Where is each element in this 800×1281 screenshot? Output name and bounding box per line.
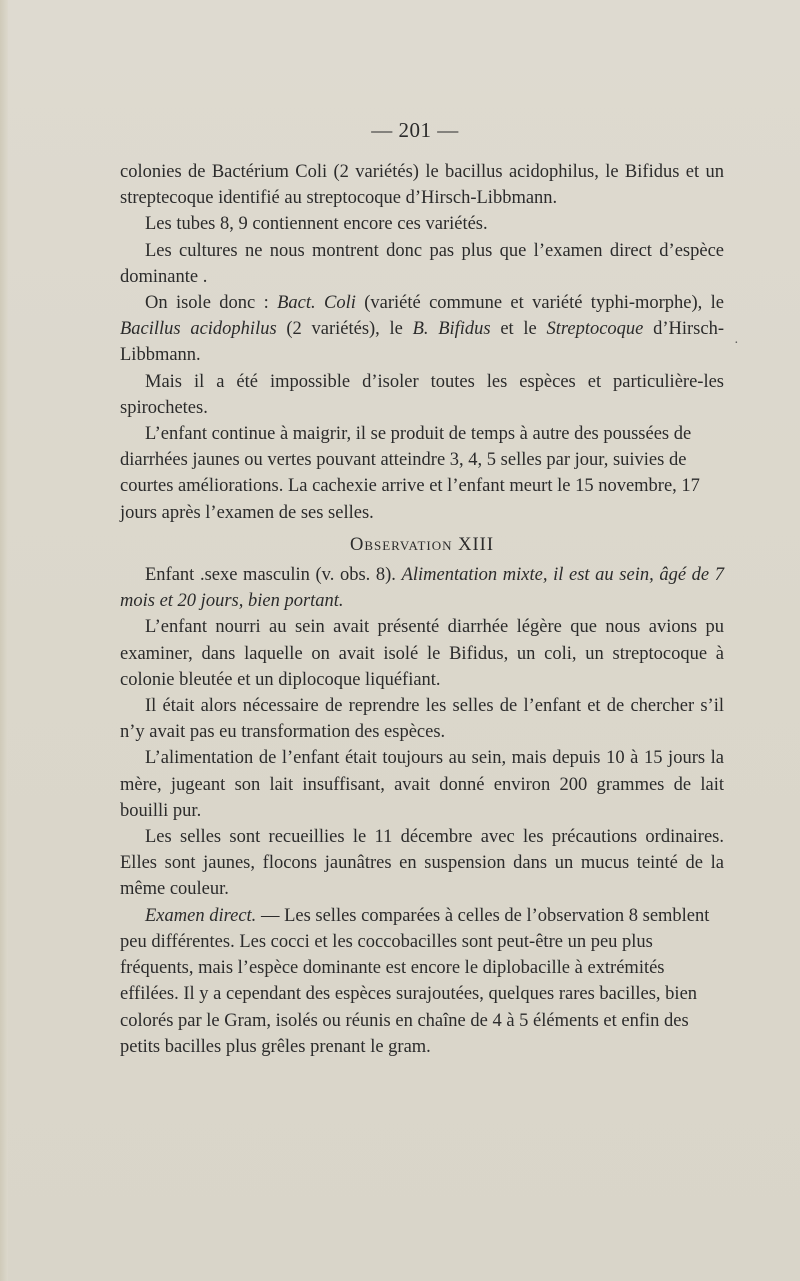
margin-mark: ·	[734, 336, 739, 351]
paragraph: Les tubes 8, 9 contiennent encore ces variétés.	[145, 214, 488, 235]
italic-run: Alimentation mixte, il est au sein, âgé de 7 mois et 20 jours, bien portant.	[120, 565, 725, 612]
page-binding-edge	[0, 0, 8, 1281]
italic-run: Bacillus acidophilus	[120, 319, 277, 340]
italic-run: Examen direct.	[145, 905, 257, 926]
italic-run: B. Bifidus	[412, 319, 491, 340]
paragraph: colonies de Bactérium Coli (2 variétés) le bacillus acidophilus, le Bifidus et un streptecoque identifié au streptocoque d’Hirsch-Libbmann.	[120, 162, 724, 209]
text-run: — Les selles comparées à celles de l’observation 8 semblent peu différentes. Les cocci et les coccobacilles sont peut-être un peu plus fréquents, mais l’espèce dominante est encore le diplobacille à extrémités effilées. Il y a cependant des espèces surajoutées, quelques rares bacilles, bien colorés par le Gram, isolés ou réunis en chaîne de 4 à 5 éléments et enfin des petits bacilles plus grêles prenant le gram.	[120, 905, 710, 1057]
paragraph: Les cultures ne nous montrent donc pas plus que l’examen direct d’espèce dominante .	[120, 240, 724, 287]
text-run: On isole donc :	[145, 293, 278, 314]
paragraph: L’enfant continue à maigrir, il se produit de temps à autre des poussées de diarrhées jaunes ou vertes pouvant atteindre 3, 4, 5 selles par jour, suivies de courtes améliorations. La cachexie arrive et l’enfant meurt le 15 novembre, 17 jours après l’examen de ses selles.	[120, 424, 700, 523]
page-number: — 201 —	[371, 118, 459, 142]
paragraph: Il était alors nécessaire de reprendre les selles de l’enfant et de chercher s’il n’y avait pas eu transformation des espèces.	[120, 696, 724, 743]
text-run: Enfant .sexe masculin (v. obs. 8).	[145, 565, 402, 586]
text-run: (2 variétés), le	[276, 319, 413, 340]
text-run: (variété commune et variété typhi-morphe), le	[355, 293, 724, 314]
paragraph: L’alimentation de l’enfant était toujours au sein, mais depuis 10 à 15 jours la mère, jugeant son lait insuffisant, avait donné environ 200 grammes de lait bouilli pur.	[120, 748, 724, 821]
italic-run: Streptocoque	[546, 319, 644, 340]
section-heading: Observation XIII	[349, 534, 494, 555]
paragraph: Les selles sont recueillies le 11 décembre avec les précautions ordinaires. Elles sont jaunes, flocons jaunâtres en suspension dans un mucus teinté de la même couleur.	[120, 827, 724, 900]
text-run: d’Hirsch-Libbmann.	[120, 319, 724, 366]
paragraph	[120, 562, 724, 614]
body-text	[120, 159, 724, 1060]
paragraph: L’enfant nourri au sein avait présenté diarrhée légère que nous avions pu examiner, dans laquelle on avait isolé le Bifidus, un coli, un streptocoque à colonie bleutée et un diplocoque liquéfiant.	[120, 617, 724, 690]
paragraph	[120, 903, 724, 1060]
paragraph: Mais il a été impossible d’isoler toutes les espèces et particulière-les spirochetes.	[120, 371, 724, 418]
text-run: et le	[490, 319, 547, 340]
italic-run: Bact. Coli	[277, 293, 356, 314]
paragraph	[120, 290, 724, 369]
